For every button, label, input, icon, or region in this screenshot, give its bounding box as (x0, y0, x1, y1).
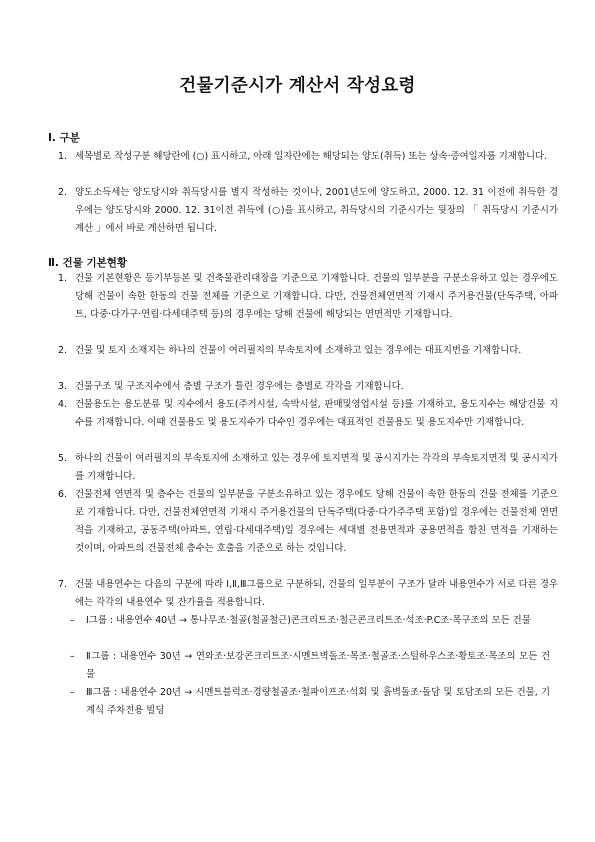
group-item (70, 648, 550, 684)
item-text: 건물전체 연면적 및 층수는 건물의 일부분을 구분소유하고 있는 경우에도 당해 건물이 속한 한동의 건물 전체를 기준으로 기재합니다. 다만, 건물전체연면적 기재시 주거용건물의 단독주택(다중·다가주주택 포함)일 경우에는 건물전체 연면적을 기재하고, 공동주택(아파트, 연립·다세대주택)일 경우에는 세대별 전용면적과 공용면적을 합친 면적을 기재하는 것이며, 아파트의 건물전체 층수는 호출을 기준으로 하는 것입니다. (75, 489, 558, 554)
group-dash: – (70, 687, 75, 698)
item-text: 건물구조 및 구조지수에서 층별 구조가 틀린 경우에는 층별로 각각을 기재합니다. (75, 381, 404, 392)
item-text: 하나의 건물이 여러필지의 부속토지에 소재하고 있는 경우에 토지면적 및 공시지가는 각각의 부속토지면적 및 공시지가를 기재합니다. (75, 453, 558, 482)
item-text: 건물용도는 용도분류 및 지수에서 용도(주거시설, 숙박시설, 판매및영업시설 등)를 기재하고, 용도지수는 해당건물 지수를 기재합니다. 이때 건물용도 및 용도지수가 다수인 경우에는 대표적인 건물용도 및 용도지수만 기재합니다. (75, 399, 558, 428)
list-item (58, 576, 558, 612)
item-number: 6. (58, 489, 67, 500)
document-title: 건물기준시가 계산서 작성요령 (179, 76, 416, 96)
group-text: Ⅰ그룹 : 내용연수 40년 → 통나무조·철골(철골철근)콘크리트조·철근콘크리트조·석조·P.C조·목구조의 모든 건물 (86, 615, 531, 626)
list-item (58, 378, 558, 396)
list-item (58, 184, 558, 238)
item-text: 건물 내용연수는 다음의 구분에 따라 Ⅰ,Ⅱ,Ⅲ그룹으로 구분하되, 건물의 일부분이 구조가 달라 내용연수가 서로 다른 경우에는 각각의 내용연수 및 잔가율을 적용합니다. (75, 579, 558, 608)
item-text: 건물 및 토지 소재지는 하나의 건물이 여러필지의 부속토지에 소재하고 있는 경우에는 대표지번을 기재합니다. (75, 345, 522, 356)
group-item (70, 684, 550, 720)
list-item (58, 450, 558, 486)
group-text: Ⅲ그룹 : 내용연수 20년 → 시멘트블럭조·경량철골조·철파이프조·석회 및 흙벽돌조·돌담 및 토담조의 모든 건물, 기계식 주차전용 빌딩 (86, 687, 550, 716)
item-number: 2. (58, 187, 67, 198)
section-heading-building-status: Ⅱ. 건물 기본현황 (48, 257, 128, 269)
item-text: 세목별로 작성구분 해당란에 (○) 표시하고, 아래 일자란에는 해당되는 양도(취득) 또는 상속·증여일자를 기재합니다. (75, 151, 548, 162)
group-dash: – (70, 651, 75, 662)
group-item (70, 612, 550, 630)
item-text: 건물 기본현황은 등기부등본 및 건축물관리대장을 기준으로 기재합니다. 건물의 일부분을 구분소유하고 있는 경우에도 당해 건물이 속한 한동의 건물 전체를 기준으로 기재합니다. 다만, 건물전체연면적 기재시 주거용건물(단독주택, 아파트, 다중·다가구·연립·다세대주택 등)의 경우에는 당해 건물에 해당되는 연면적만 기재합니다. (75, 273, 558, 320)
item-number: 1. (58, 151, 67, 162)
list-item (58, 486, 558, 558)
item-text: 양도소득세는 양도당시와 취득당시를 별지 작성하는 것이나, 2001년도에 양도하고, 2000. 12. 31 이전에 취득한 경우에는 양도당시와 2000. 12. 31이전 취득에 (○)을 표시하고, 취득당시의 기준시가는 뒷장의 「 취득당시 기준시가 계산 」에서 바로 계산하면 됩니다. (75, 187, 558, 234)
item-number: 4. (58, 399, 67, 410)
group-dash: – (70, 615, 75, 626)
item-number: 3. (58, 381, 67, 392)
group-text: Ⅱ그룹 : 내용연수 30년 → 연와조·보강콘크리트조·시멘트벽돌조·목조·철골조·스틸하우스조·황토조·목조의 모든 건물 (86, 651, 550, 680)
list-item (58, 270, 558, 324)
list-item (58, 396, 558, 432)
list-item (58, 342, 558, 360)
item-number: 7. (58, 579, 67, 590)
item-number: 5. (58, 453, 67, 464)
item-number: 1. (58, 273, 67, 284)
list-item (58, 148, 558, 166)
item-number: 2. (58, 345, 67, 356)
section-heading-classification: Ⅰ. 구분 (48, 132, 80, 144)
